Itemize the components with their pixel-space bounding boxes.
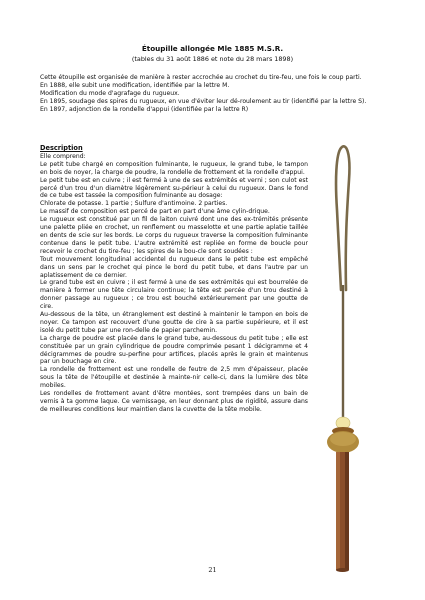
page-number: 21 (208, 566, 217, 574)
intro-text (40, 74, 385, 114)
paragraph: La rondelle de frottement est une rondelle de feutre de 2,5 mm d'épaisseur, placée sous la tête de l'étoupille et destinée à mainte-nir celle-ci, dans la lumière des tête mobiles. (40, 366, 308, 390)
paragraph: Les rondelles de frottement avant d'être montées, sont trempées dans un bain de vernis à ta gomme laque. Ce vernissage, en leur donnant plus de rigidité, assure dans de meilleures conditions leur maintien dans la cuvette de la tête mobile. (40, 390, 308, 413)
paragraph: Le grand tube est en cuivre ; il est fermé à une de ses extrémités qui est bourrelée de manière à former une tête circulaire continue; la tête est percée d'un trou destiné à donner passage au rugueux ; ce trou est bouché extérieurement par une goutte de cire. (40, 279, 308, 311)
intro-line: En 1888, elle subit une modification, identifiée par la lettre M. (40, 81, 230, 89)
intro-line: Modification du mode d'agrafage du rugueux. (40, 89, 180, 97)
intro-line: En 1895, soudage des spires du rugueux, en vue d'éviter leur dé-roulement au tir (identifié par la lettre S). (40, 97, 367, 105)
intro-line: Cette étoupille est organisée de manière à rester accrochée au crochet du tire-feu, une fois le coup parti. (40, 74, 362, 81)
paragraph: Chlorate de potasse. 1 partie ; Sulfure d'antimoine. 2 parties. (40, 200, 228, 208)
paragraph: Le petit tube est en cuivre ; il est fermé à une de ses extrémités et verni ; son culot est percé d'un trou d'un diamètre légèrement su-périeur à celui du rugueux. Dans le fond de ce tube est tassée la composition fulminante au dosage: (40, 176, 308, 200)
etoupille-photo (300, 140, 380, 580)
wire-loop (336, 146, 349, 290)
document-subtitle: (tables du 31 août 1886 et note du 28 mars 1898) (131, 55, 294, 63)
intro-line: En 1897, adjonction de la rondelle d'appui (identifiée par la lettre R) (40, 105, 249, 113)
paragraph: Elle comprend: (40, 152, 86, 160)
paragraph: La charge de poudre est placée dans le grand tube, au-dessous du petit tube ; elle est constituée par un grain cylindrique de poudre comprimée pesant 1 décigramme et 4 décigrammes de poudre su-perfine pour artifices, placés après le grain et maintenus par un bouchage en cire. (40, 334, 308, 366)
description-section (40, 145, 308, 414)
paragraph: Le massif de composition est percé de part en part d'une âme cylin-drique. (40, 208, 270, 216)
section-heading: Description (40, 144, 83, 152)
paragraph: Le rugueux est constitué par un fil de laiton cuivré dont une des ex-trémités présente une palette pliée en crochet, un renflement ou masselotte et une partie aplatie taillée en dents de scie sur les bords. Le corps du rugueux traverse la composition fulminante contenue dans le petit tube. L'autre extrémité est repliée en forme de boucle pour recevoir le crochet du tire-feu ; les spires de la bou-cle sont soudées : (40, 216, 308, 255)
paragraph: Au-dessous de la tête, un étranglement est destiné à maintenir le tampon en bois de noyer. Ce tampon est recouvert d'une goutte de cire à sa partie supérieure, et il est isolé du petit tube par une ron-delle de papier parchemin. (40, 311, 308, 334)
document-title: Étoupille allongée Mle 1885 M.S.R. (141, 44, 284, 53)
paragraph: Tout mouvement longitudinal accidentel du rugueux dans le petit tube est empêché dans un sens par le crochet qui pince le bord du petit tube, et dans l'autre par un aplatissement de ce dernier. (40, 255, 308, 279)
paragraph: Le petit tube chargé en composition fulminante, le rugueux, le grand tube, le tampon en bois de noyer, la charge de poudre, la rondelle de frottement et la rondelle d'appui. (40, 160, 308, 176)
